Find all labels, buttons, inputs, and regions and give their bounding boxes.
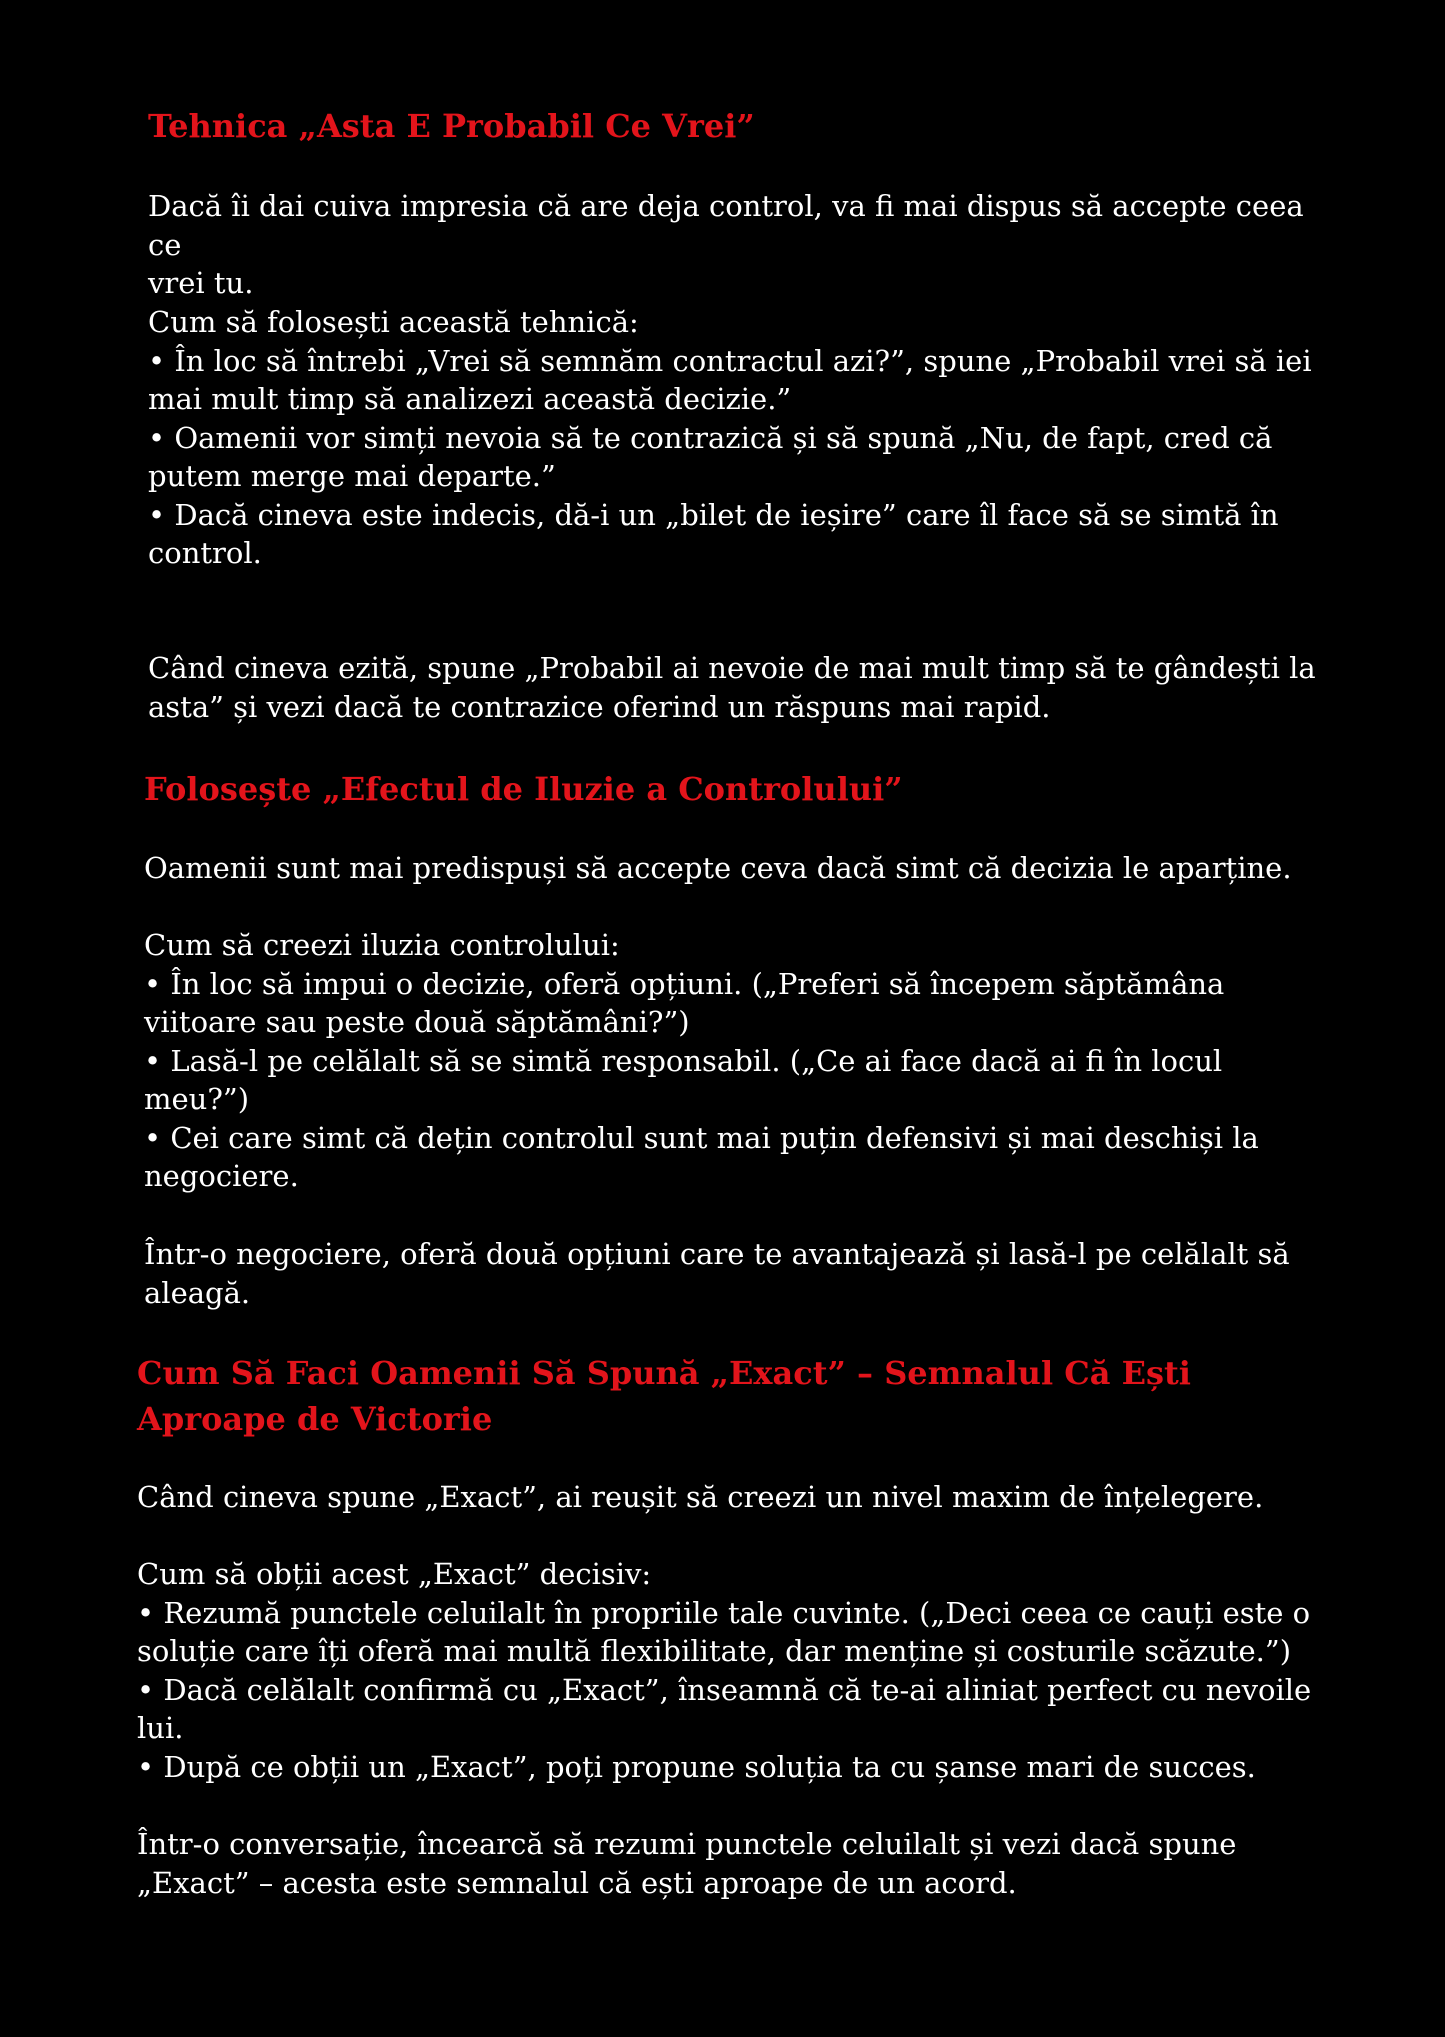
technique-steps-list: Cum să obții acest „Exact” decisiv: • Rezumă punctele celuilalt în propriile tale cuvinte. („Deci ceea ce cauți este o soluție care îți oferă mai multă flexibilitate, dar menține și costurile scăzute.”) • Dacă celălalt confirmă cu „Exact”, înseamnă că te-ai aliniat perfect cu nevoile lui. • După ce obții un „Exact”, poți propune soluția ta cu șanse mari de succes. [137,1557,1312,1784]
section-intro-paragraph: Dacă îi dai cuiva impresia că are deja control, va fi mai dispus să accepte ceea ce vrei tu. [148,189,1304,300]
technique-steps-list: Cum să folosești această tehnică: • În loc să întrebi „Vrei să semnăm contractul azi?”, spune „Probabil vrei să iei mai mult timp să analizezi această decizie.” • Oamenii vor simți nevoia să te contrazică și să spună „Nu, de fapt, cred că putem merge mai departe.” • Dacă cineva este indecis, dă-i un „bilet de ieșire” care îl face să se simtă în control. [148,305,1312,570]
section-heading: Folosește „Efectul de Iluzie a Controlului” [144,770,903,808]
technique-steps-list: Cum să creezi iluzia controlului: • În loc să impui o decizie, oferă opțiuni. („Preferi să începem săptămâna viitoare sau peste două săptămâni?”) • Lasă-l pe celălalt să se simtă responsabil. („Ce ai face dacă ai fi în locul meu?”) • Cei care simt că dețin controlul sunt mai puțin defensivi și mai deschiși la negociere. [144,928,1259,1193]
exercise-paragraph: Într-o conversație, încearcă să rezumi punctele celuilalt și vezi dacă spune „Exact” – acesta este semnalul că ești aproape de un acord. [137,1827,1237,1900]
section-heading: Tehnica „Asta E Probabil Ce Vrei” [148,107,755,145]
exercise-paragraph: Într-o negociere, oferă două opțiuni care te avantajează și lasă-l pe celălalt să aleagă. [144,1237,1290,1310]
section-intro-paragraph: Oamenii sunt mai predispuși să accepte ceva dacă simt că decizia le aparține. [144,851,1292,885]
exercise-paragraph: Când cineva ezită, spune „Probabil ai nevoie de mai mult timp să te gândești la asta” și vezi dacă te contrazice oferind un răspuns mai rapid. [148,651,1316,724]
section-heading: Cum Să Faci Oamenii Să Spună „Exact” – Semnalul Că Ești Aproape de Victorie [137,1354,1191,1438]
section-intro-paragraph: Când cineva spune „Exact”, ai reușit să creezi un nivel maxim de înțelegere. [137,1480,1264,1514]
